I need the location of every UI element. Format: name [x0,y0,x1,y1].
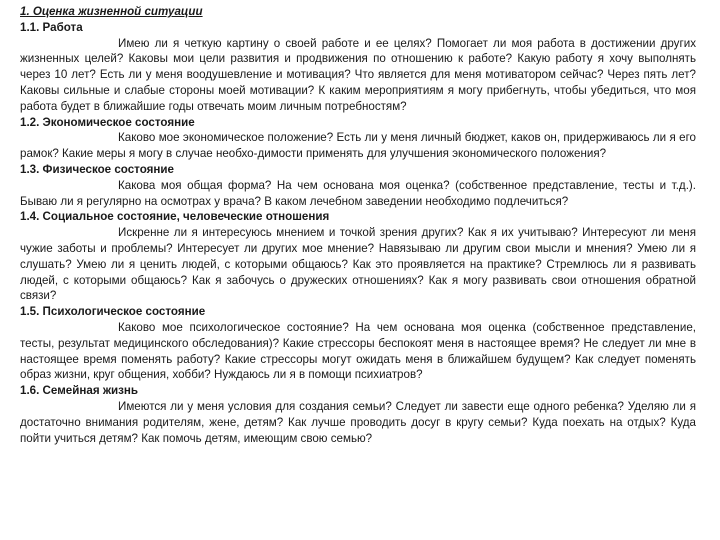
section-paragraph: Имею ли я четкую картину о своей работе и ее целях? Помогает ли моя работа в достижении других жизненных целей? Каковы мои цели развития и продвижения по отношению к работе? Какую работу я хочу выполнять через 10 лет? Есть ли у меня воодушевление и мотивация? Что является для меня мотиватором сейчас? Через пять лет? Каковы сильные и слабые стороны моей мотивации? К каким мероприятиям я могу прибегнуть, чтобы убедиться, что моя работа будет в ближайшие годы отвечать моим личным потребностям? [20,36,696,113]
section-economic [20,115,696,162]
section-heading: 1.4. Социальное состояние, человеческие отношения [20,210,330,224]
section-paragraph: Какова моя общая форма? На чем основана моя оценка? (собственное представление, тесты и т.д.). Бываю ли я регулярно на осмотрах у врача? В каком лечебном заведении необходимо подлечиться? [20,178,696,208]
document-body [20,4,696,446]
section-physical [20,162,696,209]
section-social [20,209,696,304]
document-title: 1. Оценка жизненной ситуации [20,5,203,18]
section-paragraph: Каково мое психологическое состояние? На чем основана моя оценка (собственное представление, тесты, результат медицинского обследования)? Какие стрессоры беспокоят меня в настоящее время? Не следует ли мне в настоящее время поменять работу? Какие стрессоры могут ожидать меня в ближайшем будущем? Как следует поменять образ жизни, круг общения, хобби? Нуждаюсь ли я в помощи психиатров? [20,320,696,382]
section-psychological [20,304,696,383]
section-heading: 1.1. Работа [20,20,83,34]
section-paragraph: Имеются ли у меня условия для создания семьи? Следует ли завести еще одного ребенка? Уделяю ли я достаточно внимания родителям, жене, детям? Как лучше проводить досуг в кругу семьи? Куда поехать на отдых? Куда пойти учиться детям? Как помочь детям, имеющим свою семью? [20,399,696,445]
section-paragraph: Каково мое экономическое положение? Есть ли у меня личный бюджет, каков он, придерживаюсь ли я его рамок? Какие меры я могу в случае необхо-димости применять для улучшения экономического положения? [20,131,696,161]
section-paragraph: Искренне ли я интересуюсь мнением и точкой зрения других? Как я их учитываю? Интересуют ли меня чужие заботы и проблемы? Интересует ли других мое мнение? Навязываю ли другим свои мысли и мнения? Умею ли я слушать? Умею ли я ценить людей, с которыми общаюсь? Как это проявляется на практике? Стремлюсь ли я развивать людей, с которыми общаюсь? Как я забочусь о дружеских отношениях? Как я могу развивать свои отношения обратной связи? [20,226,696,303]
section-family [20,383,696,446]
section-heading: 1.3. Физическое состояние [20,162,174,176]
section-heading: 1.6. Семейная жизнь [20,384,139,398]
section-heading: 1.2. Экономическое состояние [20,115,195,129]
section-heading: 1.5. Психологическое состояние [20,305,206,319]
section-work [20,20,696,115]
